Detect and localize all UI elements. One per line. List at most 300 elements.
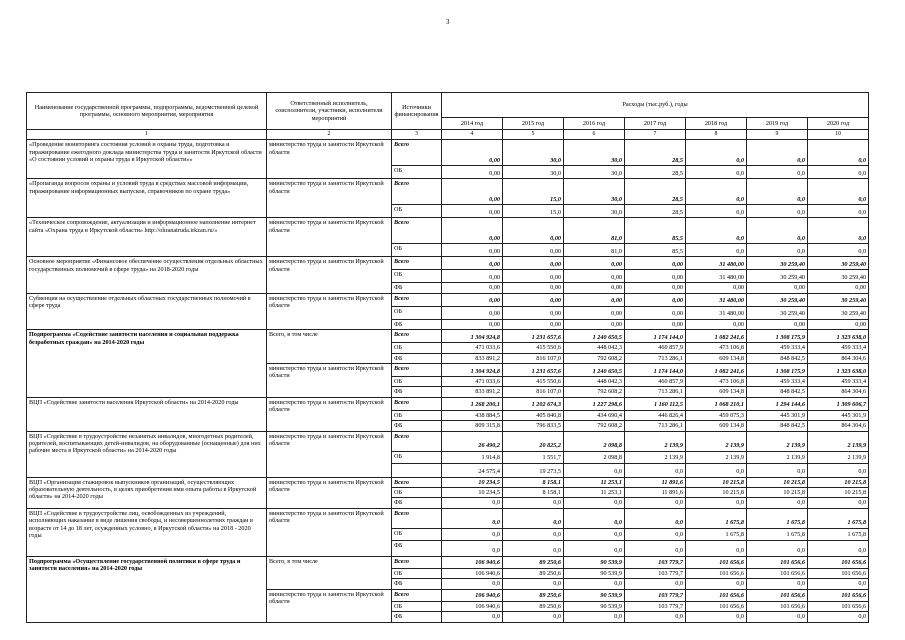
- expense-value: 101 656,6: [808, 556, 869, 568]
- expense-value: 0,0: [747, 463, 808, 477]
- funding-source: ОБ: [392, 601, 442, 611]
- expense-value: 471 033,6: [442, 377, 503, 387]
- expense-value: 0,0: [747, 540, 808, 556]
- expense-value: 30 259,40: [808, 270, 869, 283]
- program-name: ВЦП «Содействие занятости населения Иркутской области» на 2014-2020 годы: [27, 397, 267, 431]
- expense-value: 11 891,6: [625, 477, 686, 487]
- expense-value: 0,00: [503, 306, 564, 319]
- expense-value: 1 202 674,3: [503, 397, 564, 410]
- expense-value: 460 857,9: [625, 377, 686, 387]
- expense-value: 28,5: [625, 205, 686, 218]
- expense-value: 0,0: [503, 508, 564, 528]
- expense-value: 0,00: [625, 306, 686, 319]
- expense-value: 85,5: [625, 218, 686, 244]
- funding-source: Всего: [392, 431, 442, 451]
- header-year: 2018 год: [686, 118, 747, 130]
- expense-value: 713 286,1: [625, 353, 686, 363]
- funding-source: Всего: [392, 293, 442, 306]
- expense-value: 90 539,9: [564, 589, 625, 601]
- col-number: 3: [392, 130, 442, 140]
- expense-value: 0,0: [625, 612, 686, 622]
- expense-value: 0,00: [442, 166, 503, 179]
- expense-value: 103 779,7: [625, 568, 686, 578]
- expense-value: 0,0: [625, 508, 686, 528]
- expense-value: 415 550,6: [503, 377, 564, 387]
- expense-value: 0,00: [442, 140, 503, 166]
- expense-value: 0,00: [442, 293, 503, 306]
- table-row: [27, 293, 869, 306]
- expense-value: 2 139,9: [625, 451, 686, 463]
- expense-value: 459 333,4: [808, 343, 869, 353]
- expense-value: 0,00: [503, 218, 564, 244]
- expense-value: 0,0: [686, 540, 747, 556]
- funding-source: ФБ: [392, 612, 442, 622]
- expense-value: 31 480,00: [686, 293, 747, 306]
- expense-value: 2 139,9: [686, 431, 747, 451]
- col-number: 10: [808, 130, 869, 140]
- expense-value: 792 608,2: [564, 421, 625, 431]
- expense-value: 0,00: [808, 319, 869, 329]
- expense-value: 106 940,6: [442, 556, 503, 568]
- expense-value: 0,0: [442, 540, 503, 556]
- expense-value: 81,0: [564, 218, 625, 244]
- expense-value: 2 139,9: [808, 451, 869, 463]
- expense-value: 1 309 606,7: [808, 397, 869, 410]
- expense-value: 0,00: [625, 283, 686, 293]
- header-expenses: Расходы (тыс.руб.), годы: [442, 93, 869, 118]
- expense-value: 0,0: [747, 166, 808, 179]
- expense-value: 0,00: [503, 283, 564, 293]
- expense-value: 101 656,6: [686, 568, 747, 578]
- expense-value: 30 259,40: [808, 257, 869, 270]
- expense-value: 713 286,1: [625, 387, 686, 397]
- expense-value: 1 308 175,9: [747, 364, 808, 377]
- expense-value: 0,0: [808, 579, 869, 589]
- header-year: 2015 год: [503, 118, 564, 130]
- funding-source: Всего: [392, 218, 442, 244]
- expense-value: 20 825,2: [503, 431, 564, 451]
- expense-value: 0,0: [747, 612, 808, 622]
- expense-value: 0,0: [442, 528, 503, 540]
- expense-value: 816 107,0: [503, 387, 564, 397]
- expense-value: 10 234,5: [442, 488, 503, 498]
- expense-value: 0,0: [625, 463, 686, 477]
- expense-value: 445 301,9: [747, 410, 808, 420]
- expense-value: 0,0: [808, 218, 869, 244]
- expense-value: 1 308 175,9: [747, 330, 808, 343]
- col-number: 1: [27, 130, 267, 140]
- expense-value: 0,0: [564, 498, 625, 508]
- funding-source: ОБ: [392, 528, 442, 540]
- expense-value: 2 139,9: [747, 451, 808, 463]
- expense-value: 89 250,6: [503, 556, 564, 568]
- table-row: [27, 397, 869, 410]
- table-row: [27, 508, 869, 528]
- expense-value: 0,00: [625, 319, 686, 329]
- expense-value: 10 215,8: [686, 477, 747, 487]
- col-number: 4: [442, 130, 503, 140]
- expense-value: 0,0: [808, 540, 869, 556]
- expense-value: 1 675,8: [747, 528, 808, 540]
- expense-value: 1 675,8: [686, 528, 747, 540]
- program-name: Основное мероприятие «Финансовое обеспечение осуществления отдельных областных государственных полномочий в сфере труда» на 2018-2020 годы: [27, 257, 267, 293]
- expense-value: 0,00: [564, 319, 625, 329]
- expense-value: 19 273,5: [503, 463, 564, 477]
- expense-value: 31 480,00: [686, 306, 747, 319]
- expense-value: 0,00: [442, 205, 503, 218]
- program-name: «Техническое сопровождение, актуализация и информационное наполнение интернет сайта «Охрана труда в Иркутской области» http://ohranatruda.irkzan.ru/»: [27, 218, 267, 257]
- expense-value: 103 779,7: [625, 589, 686, 601]
- expense-value: 8 158,1: [503, 477, 564, 487]
- program-name: Подпрограмма «Содействие занятости населения и социальная поддержка безработных граждан» на 2014-2020 годы: [27, 330, 267, 398]
- expense-value: 848 842,5: [747, 353, 808, 363]
- col-number: 2: [267, 130, 392, 140]
- expense-value: 106 940,6: [442, 568, 503, 578]
- expense-value: 0,0: [625, 528, 686, 540]
- expense-value: 15,0: [503, 179, 564, 205]
- expense-value: 31 480,00: [686, 270, 747, 283]
- executor: министерство труда и занятости Иркутской области: [267, 257, 392, 293]
- header-year: 2016 год: [564, 118, 625, 130]
- expense-value: 473 106,8: [686, 343, 747, 353]
- expense-value: 0,0: [442, 612, 503, 622]
- expense-value: 10 215,8: [747, 488, 808, 498]
- funding-source: ОБ: [392, 377, 442, 387]
- table-row: [27, 257, 869, 270]
- expense-value: 106 940,6: [442, 601, 503, 611]
- expense-value: 0,0: [564, 463, 625, 477]
- funding-source: ФБ: [392, 540, 442, 556]
- funding-source: ФБ: [392, 283, 442, 293]
- expense-value: 0,00: [503, 244, 564, 257]
- expense-value: 0,00: [442, 270, 503, 283]
- expense-value: 30 259,40: [747, 270, 808, 283]
- funding-source: Всего: [392, 477, 442, 487]
- funding-source: ФБ: [392, 579, 442, 589]
- expense-value: 0,00: [503, 293, 564, 306]
- expense-value: 2 139,9: [686, 451, 747, 463]
- expense-value: 0,0: [686, 463, 747, 477]
- expense-value: 1 082 241,6: [686, 330, 747, 343]
- table-row: [27, 477, 869, 487]
- expense-value: 0,00: [625, 257, 686, 270]
- expense-value: 816 107,0: [503, 353, 564, 363]
- program-name: Подпрограмма «Осуществление государственной политики в сфере труда и занятости населения» на 2014-2020 годы: [27, 556, 267, 622]
- expense-value: 2 139,9: [625, 431, 686, 451]
- expense-value: 1 231 657,6: [503, 364, 564, 377]
- expense-value: 0,0: [686, 166, 747, 179]
- table-row: [27, 431, 869, 451]
- expense-value: 0,0: [564, 540, 625, 556]
- expense-value: 0,00: [625, 270, 686, 283]
- funding-source: Всего: [392, 556, 442, 568]
- program-name: Субвенция на осуществление отдельных областных государственных полномочий в сфере труда: [27, 293, 267, 329]
- funding-source: ОБ: [392, 306, 442, 319]
- expense-value: 0,00: [808, 283, 869, 293]
- expense-value: 30 259,40: [747, 257, 808, 270]
- expense-value: 0,0: [808, 612, 869, 622]
- expense-value: 11 253,1: [564, 488, 625, 498]
- expense-value: 101 656,6: [747, 601, 808, 611]
- expense-value: 0,00: [747, 319, 808, 329]
- expense-value: 459 333,4: [808, 377, 869, 387]
- funding-source: ОБ: [392, 270, 442, 283]
- expense-value: 0,0: [747, 140, 808, 166]
- expense-value: 90 539,9: [564, 556, 625, 568]
- expense-value: 1 304 924,8: [442, 364, 503, 377]
- expense-value: 2 098,8: [564, 431, 625, 451]
- executor: министерство труда и занятости Иркутской области: [267, 293, 392, 329]
- header-year: 2020 год: [808, 118, 869, 130]
- table-row: [27, 140, 869, 166]
- expense-value: 28,5: [625, 140, 686, 166]
- expense-value: 0,0: [747, 179, 808, 205]
- expense-value: 0,0: [747, 244, 808, 257]
- expense-value: 459 333,4: [747, 343, 808, 353]
- expense-value: 459 075,3: [686, 410, 747, 420]
- expense-value: 864 304,6: [808, 421, 869, 431]
- expense-value: 448 042,3: [564, 343, 625, 353]
- header-executor: Ответственный исполнитель, соисполнители, участники, исполнители мероприятий: [267, 93, 392, 130]
- expense-value: 438 884,5: [442, 410, 503, 420]
- expense-value: 0,0: [564, 528, 625, 540]
- funding-source: ОБ: [392, 410, 442, 420]
- col-number: 8: [686, 130, 747, 140]
- expense-value: 0,0: [747, 579, 808, 589]
- expense-value: 0,0: [808, 244, 869, 257]
- expense-value: 796 833,5: [503, 421, 564, 431]
- expense-value: 26 490,2: [442, 431, 503, 451]
- funding-source: ОБ: [392, 244, 442, 257]
- expense-value: 0,0: [686, 179, 747, 205]
- expense-value: 434 690,4: [564, 410, 625, 420]
- executor: министерство труда и занятости Иркутской области: [267, 508, 392, 556]
- program-name: «Проведение мониторинга состояния условий и охраны труда, подготовка и тиражирование ежегодного доклада министерства труда и занятости Иркутской области «О состоянии условий и охраны труда в Иркутской области»»: [27, 140, 267, 179]
- expense-value: 30,0: [564, 205, 625, 218]
- header-year: 2014 год: [442, 118, 503, 130]
- expense-value: 848 842,5: [747, 387, 808, 397]
- expense-value: 11 253,1: [564, 477, 625, 487]
- expense-value: 809 315,8: [442, 421, 503, 431]
- expense-value: 101 656,6: [808, 568, 869, 578]
- table-row: [27, 556, 869, 568]
- executor: министерство труда и занятости Иркутской области: [267, 179, 392, 218]
- executor: Всего, в том числе: [267, 330, 392, 364]
- expense-value: 792 608,2: [564, 387, 625, 397]
- expense-value: 609 134,8: [686, 387, 747, 397]
- funding-source: ОБ: [392, 205, 442, 218]
- expense-value: 0,0: [686, 579, 747, 589]
- expense-value: 0,0: [808, 140, 869, 166]
- expense-value: 609 134,8: [686, 353, 747, 363]
- expense-value: 101 656,6: [747, 556, 808, 568]
- table-row: [27, 218, 869, 244]
- funding-source: Всего: [392, 140, 442, 166]
- expense-value: 24 575,4: [442, 463, 503, 477]
- expense-value: 10 234,5: [442, 477, 503, 487]
- expense-value: 30 259,40: [808, 293, 869, 306]
- expense-value: 0,00: [564, 293, 625, 306]
- executor: министерство труда и занятости Иркутской области: [267, 218, 392, 257]
- col-number: 7: [625, 130, 686, 140]
- expense-value: 473 106,8: [686, 377, 747, 387]
- expense-value: 28,5: [625, 166, 686, 179]
- expense-value: 0,0: [625, 540, 686, 556]
- expense-value: 101 656,6: [747, 589, 808, 601]
- expense-value: 0,00: [442, 257, 503, 270]
- expense-value: 30 259,40: [747, 293, 808, 306]
- col-number: 5: [503, 130, 564, 140]
- expense-value: 0,00: [503, 319, 564, 329]
- executor: министерство труда и занятости Иркутской области: [267, 397, 392, 431]
- expense-value: 1 231 657,6: [503, 330, 564, 343]
- funding-source: Всего: [392, 257, 442, 270]
- expense-value: 101 656,6: [686, 556, 747, 568]
- expense-value: 31 480,00: [686, 257, 747, 270]
- program-name: ВЦП «Содействие в трудоустройстве лиц, освобожденных из учреждений, исполняющих наказание в виде лишения свободы, и несовершеннолетних граждан в возрасте от 14 до 18 лет, осужденных условно, в Иркутской области» на 2018 - 2020 годы: [27, 508, 267, 556]
- expense-value: 1 551,7: [503, 451, 564, 463]
- expense-value: 1 268 200,1: [442, 397, 503, 410]
- expense-value: 10 215,8: [686, 488, 747, 498]
- expense-value: 1 174 144,0: [625, 330, 686, 343]
- expense-value: 0,0: [808, 463, 869, 477]
- funding-source: ОБ: [392, 451, 442, 463]
- expense-value: 0,0: [808, 166, 869, 179]
- expense-value: 0,00: [686, 283, 747, 293]
- expense-value: 445 301,9: [808, 410, 869, 420]
- expense-value: 1 294 144,6: [747, 397, 808, 410]
- expense-value: 864 304,6: [808, 353, 869, 363]
- expense-value: 471 033,6: [442, 343, 503, 353]
- expense-value: 0,0: [564, 508, 625, 528]
- expense-value: 0,00: [442, 319, 503, 329]
- expense-value: 792 608,2: [564, 353, 625, 363]
- funding-source: Всего: [392, 364, 442, 377]
- expense-value: 2 139,9: [747, 431, 808, 451]
- expense-value: 30,0: [564, 140, 625, 166]
- expense-value: 101 656,6: [747, 568, 808, 578]
- expense-value: 101 656,6: [808, 589, 869, 601]
- expense-value: 0,0: [625, 498, 686, 508]
- header-year: 2019 год: [747, 118, 808, 130]
- col-number: 9: [747, 130, 808, 140]
- expense-value: 0,0: [625, 579, 686, 589]
- expense-value: 459 333,4: [747, 377, 808, 387]
- executor: Всего, в том числе: [267, 556, 392, 589]
- expense-value: 1 160 112,5: [625, 397, 686, 410]
- expense-value: 2 139,9: [808, 431, 869, 451]
- expense-value: 89 250,6: [503, 568, 564, 578]
- program-name: ВЦП «Организация стажировок выпускников организаций, осуществляющих образовательную деятельность, в целях приобретения ими опыта работы в Иркутской области» на 2014-2020 годы: [27, 477, 267, 508]
- funding-source: ФБ: [392, 319, 442, 329]
- expense-value: 0,00: [442, 244, 503, 257]
- executor: министерство труда и занятости Иркутской области: [267, 589, 392, 622]
- expense-value: 0,00: [564, 283, 625, 293]
- funding-source: ФБ: [392, 353, 442, 363]
- expense-value: 0,0: [808, 498, 869, 508]
- expense-value: 1 174 144,0: [625, 364, 686, 377]
- expense-value: 0,00: [686, 319, 747, 329]
- funding-source: Всего: [392, 397, 442, 410]
- expense-value: 8 158,1: [503, 488, 564, 498]
- expense-value: 0,00: [747, 283, 808, 293]
- executor: министерство труда и занятости Иркутской области: [267, 140, 392, 179]
- expense-value: 85,5: [625, 244, 686, 257]
- executor: министерство труда и занятости Иркутской области: [267, 431, 392, 477]
- table-body: [27, 140, 869, 622]
- expense-value: 833 891,2: [442, 353, 503, 363]
- funding-source: [392, 463, 442, 477]
- expense-value: 81,0: [564, 244, 625, 257]
- expense-value: 0,00: [625, 293, 686, 306]
- expense-value: 30,0: [564, 166, 625, 179]
- expense-value: 106 940,6: [442, 589, 503, 601]
- header-year: 2017 год: [625, 118, 686, 130]
- expense-value: 30,0: [503, 140, 564, 166]
- expense-value: 446 826,4: [625, 410, 686, 420]
- expense-value: 90 539,9: [564, 568, 625, 578]
- expense-value: 448 042,3: [564, 377, 625, 387]
- expense-value: 0,00: [442, 283, 503, 293]
- expense-value: 0,00: [564, 306, 625, 319]
- expense-value: 0,0: [747, 205, 808, 218]
- expense-value: 0,0: [503, 498, 564, 508]
- expense-value: 1 240 650,5: [564, 364, 625, 377]
- expense-value: 864 304,6: [808, 387, 869, 397]
- expense-value: 0,00: [442, 218, 503, 244]
- expense-value: 30,0: [564, 179, 625, 205]
- executor: министерство труда и занятости Иркутской области: [267, 477, 392, 508]
- expense-value: 1 323 638,0: [808, 364, 869, 377]
- header-sources: Источники финансирования: [392, 93, 442, 130]
- expense-value: 415 550,6: [503, 343, 564, 353]
- expense-value: 0,00: [442, 179, 503, 205]
- funding-source: ФБ: [392, 421, 442, 431]
- expense-value: 0,00: [442, 306, 503, 319]
- funding-source: Всего: [392, 508, 442, 528]
- expense-value: 1 675,8: [808, 508, 869, 528]
- expense-value: 460 857,9: [625, 343, 686, 353]
- expense-value: 0,00: [564, 270, 625, 283]
- table-row: [27, 330, 869, 343]
- funding-source: Всего: [392, 330, 442, 343]
- expense-value: 0,0: [686, 498, 747, 508]
- expense-value: 101 656,6: [808, 601, 869, 611]
- expense-value: 0,0: [442, 579, 503, 589]
- funding-source: ОБ: [392, 166, 442, 179]
- expense-value: 713 286,1: [625, 421, 686, 431]
- expense-value: 1 304 924,8: [442, 330, 503, 343]
- header-name: Наименование государственной программы, подпрограммы, ведомственной целевой программы, основного мероприятия, мероприятия: [27, 93, 267, 130]
- expense-value: 28,5: [625, 179, 686, 205]
- funding-source: ОБ: [392, 488, 442, 498]
- expense-value: 0,0: [564, 612, 625, 622]
- funding-source: ФБ: [392, 387, 442, 397]
- expense-value: 30,0: [503, 166, 564, 179]
- expense-value: 1 240 650,5: [564, 330, 625, 343]
- expense-value: 0,00: [503, 270, 564, 283]
- funding-source: ОБ: [392, 568, 442, 578]
- expense-value: 0,0: [564, 579, 625, 589]
- expense-value: 0,00: [564, 257, 625, 270]
- expense-value: 1 914,8: [442, 451, 503, 463]
- expense-value: 103 779,7: [625, 556, 686, 568]
- executor: министерство труда и занятости Иркутской области: [267, 364, 392, 398]
- page-number: 3: [446, 18, 450, 26]
- expense-value: 848 842,5: [747, 421, 808, 431]
- expense-value: 30 259,40: [808, 306, 869, 319]
- expense-value: 1 675,8: [686, 508, 747, 528]
